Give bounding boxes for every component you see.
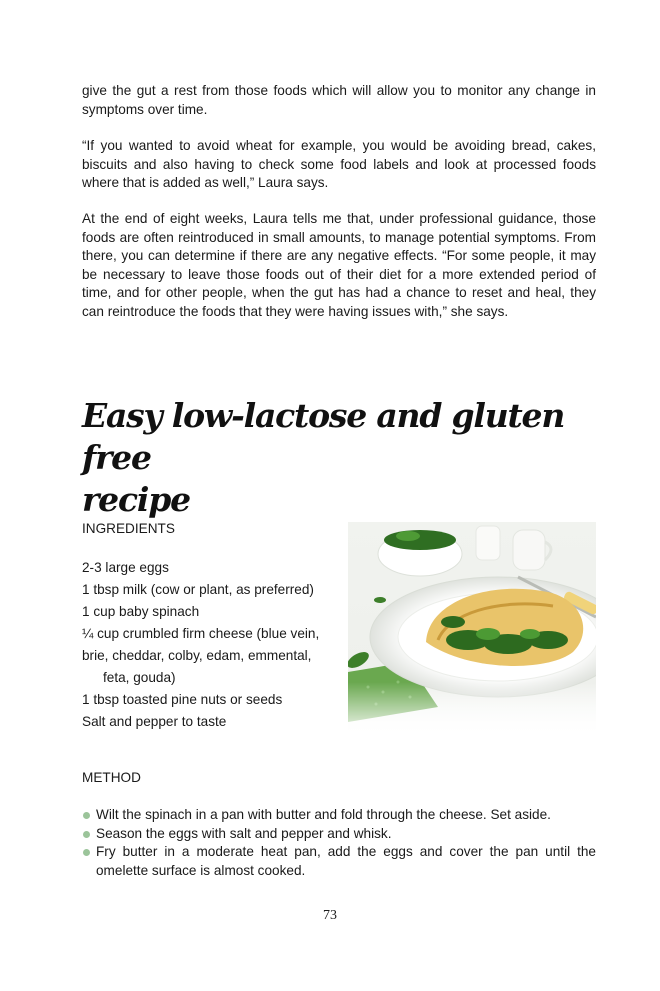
body-paragraph-2: “If you wanted to avoid wheat for example, you would be avoiding bread, cakes, biscuits and also having to check some food labels and look at processed foods where that is added as well,” Laura says. [82, 138, 596, 191]
ingredient-item: 2-3 large eggs [82, 560, 169, 575]
ingredient-item: 1 cup baby spinach [82, 604, 200, 619]
bullet-dot-icon [83, 812, 90, 819]
method-step [82, 825, 596, 844]
method-list [82, 806, 596, 880]
ingredients-heading: INGREDIENTS [82, 521, 175, 536]
body-paragraph-1: give the gut a rest from those foods which will allow you to monitor any change in symptoms over time. [82, 83, 596, 117]
method-step-text: Wilt the spinach in a pan with butter and fold through the cheese. Set aside. [96, 807, 551, 822]
recipe-title-line-1: Easy low-lactose and gluten free [82, 396, 565, 477]
ingredient-item: 1 tbsp toasted pine nuts or seeds [82, 692, 283, 707]
bullet-dot-icon [83, 849, 90, 856]
method-step-text: Season the eggs with salt and pepper and whisk. [96, 825, 392, 841]
recipe-title-line-2: recipe [82, 480, 190, 519]
method-step [82, 843, 596, 880]
ingredient-item: 1 tbsp milk (cow or plant, as preferred) [82, 582, 314, 597]
ingredient-item: brie, cheddar, colby, edam, emmental, [82, 648, 312, 663]
method-heading: METHOD [82, 770, 141, 785]
ingredients-list [82, 557, 342, 733]
recipe-title [82, 395, 602, 521]
method-step-text: Fry butter in a moderate heat pan, add the eggs and cover the pan until the omelette surface is almost cooked. [96, 844, 596, 878]
page-number: 73 [323, 908, 337, 923]
omelette-photo [348, 522, 596, 738]
method-step [82, 806, 596, 825]
ingredient-item: ¼ cup crumbled firm cheese (blue vein, [82, 626, 320, 641]
body-paragraph-3: At the end of eight weeks, Laura tells me that, under professional guidance, those foods are often reintroduced in small amounts, to manage potential symptoms. From there, you can determine if there are any negative effects. “For some people, it may be necessary to leave those foods out of their diet for a more extended period of time, and for other people, when the gut has had a chance to reset and heal, they can reintroduce the foods that they were having issues with,” she says. [82, 211, 596, 319]
ingredient-item: Salt and pepper to taste [82, 714, 227, 729]
bullet-dot-icon [83, 831, 90, 838]
ingredient-item: feta, gouda) [103, 670, 176, 685]
